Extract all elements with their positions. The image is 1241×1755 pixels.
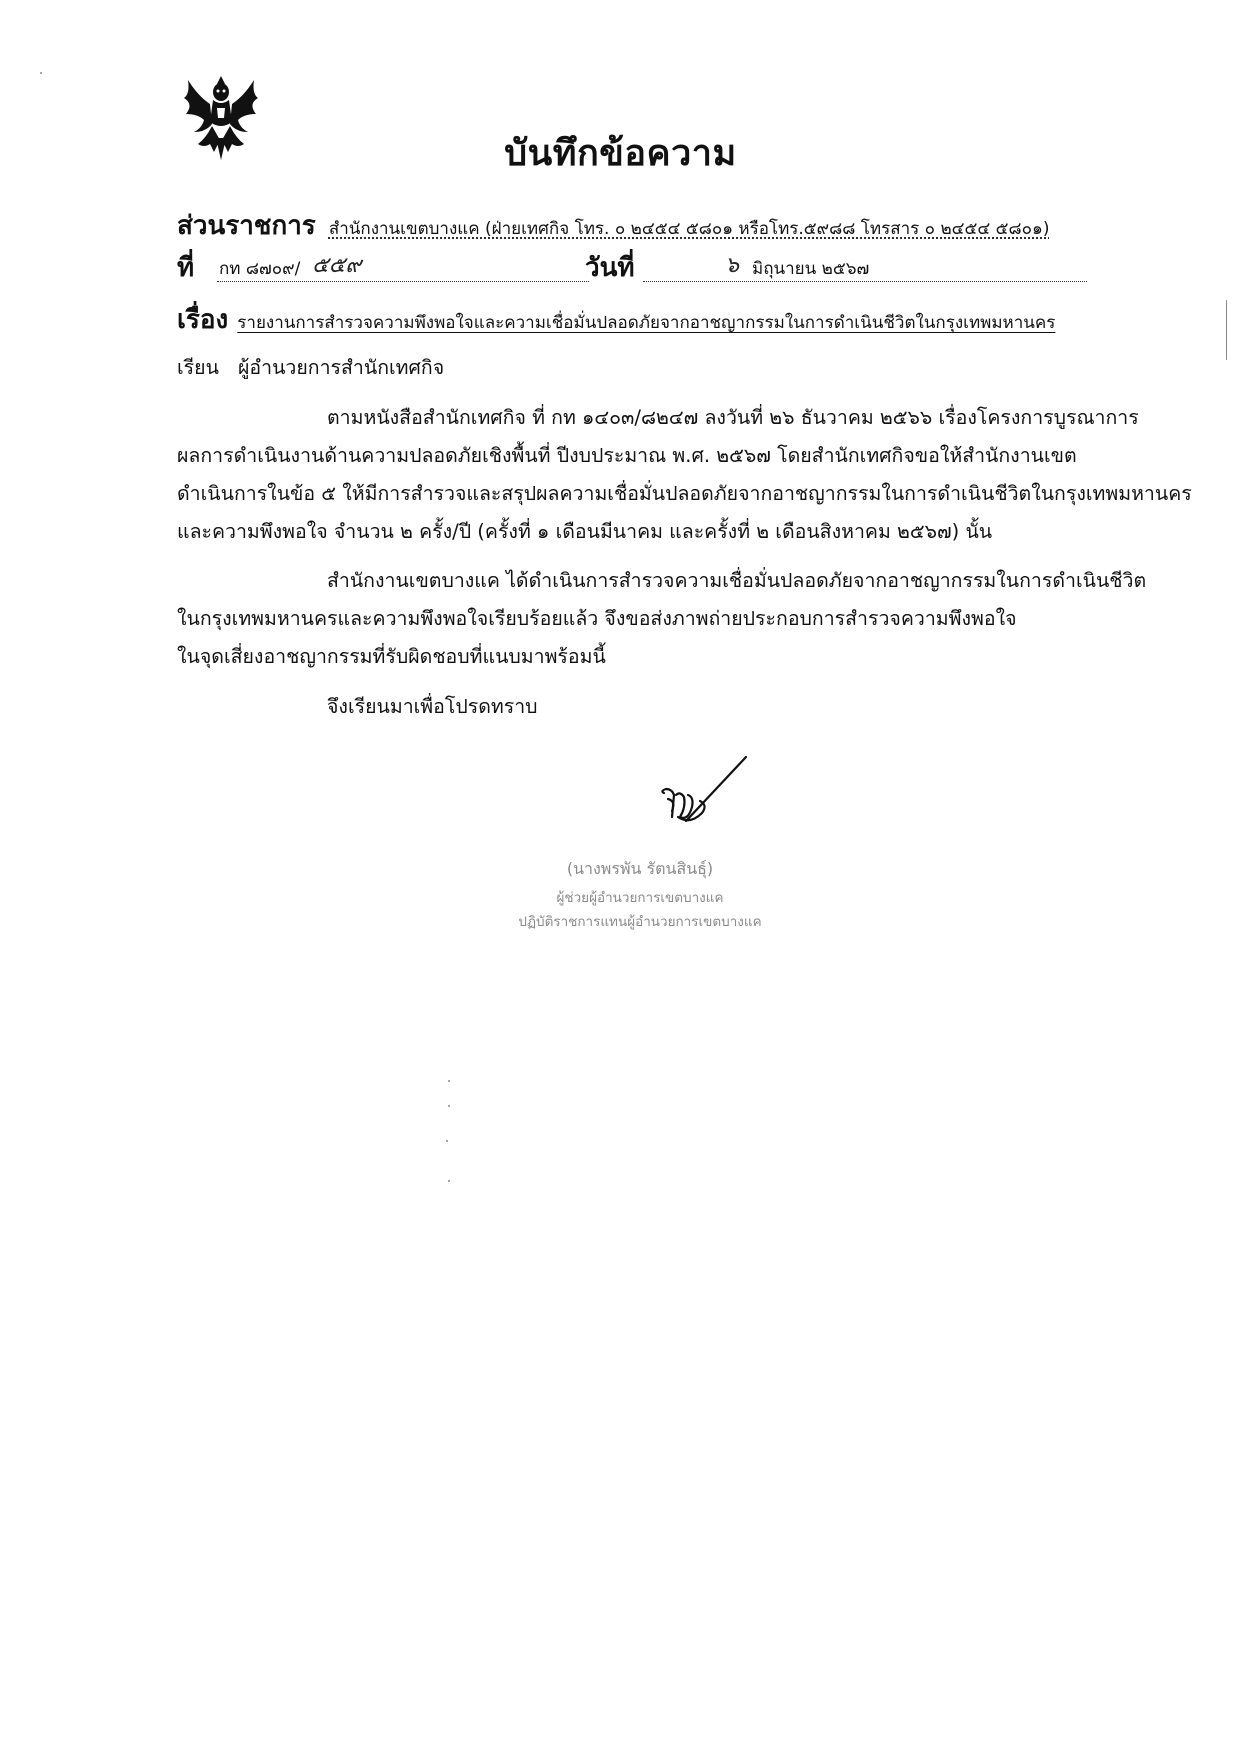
scan-speck [446,1140,448,1142]
subject-row [177,299,1055,339]
scan-speck [40,72,42,74]
para1-line: ดำเนินการในข้อ ๕ ให้มีการสำรวจและสรุปผลความเชื่อมั่นปลอดภัยจากอาชญากรรมในการดำเนินชีวิตในกรุงเทพมหานคร [177,482,1192,505]
date-value: มิถุนายน ๒๕๖๗ [752,259,870,279]
para1-line: ผลการดำเนินงานด้านความปลอดภัยเชิงพื้นที่ ปีงบประมาณ พ.ศ. ๒๕๖๗ โดยสำนักเทศกิจขอให้สำนักงานเขต [177,444,1077,467]
para1-line: ตามหนังสือสำนักเทศกิจ ที่ กท ๑๔๐๓/๘๒๔๗ ลงวันที่ ๒๖ ธันวาคม ๒๕๖๖ เรื่องโครงการบูรณาการ [327,406,1139,429]
para1-line: และความพึงพอใจ จำนวน ๒ ครั้ง/ปี (ครั้งที่ ๑ เดือนมีนาคม และครั้งที่ ๒ เดือนสิงหาคม ๒๕๖๗) นั้น [177,520,993,543]
date-day-handwritten: ๖ [725,253,739,278]
agency-value: สำนักงานเขตบางแค (ฝ่ายเทศกิจ โทร. ๐ ๒๔๕๔ ๕๘๐๑ หรือโทร.๕๙๘๘ โทรสาร ๐ ๒๔๕๔ ๕๘๐๑) [328,219,1050,239]
agency-row [177,205,1049,245]
signer-name: (นางพรพัน รัตนสินธุ์) [566,859,714,878]
ref-value: กท ๘๗๐๙/ [219,259,301,279]
scan-speck [448,1080,450,1082]
date-label: วันที่ [585,253,635,283]
ref-dotted-line [217,281,589,282]
ref-date-row [177,247,1097,287]
scan-speck [448,1105,450,1107]
para2-line: ในกรุงเทพมหานครและความพึงพอใจเรียบร้อยแล้ว จึงขอส่งภาพถ่ายประกอบการสำรวจความพึงพอใจ [177,607,1017,630]
ref-label: ที่ [177,253,195,283]
agency-label: ส่วนราชการ [177,211,316,241]
ref-handwritten: ๕๕๙ [312,253,362,278]
signer-position-1: ผู้ช่วยผู้อำนวยการเขตบางแค [556,890,724,906]
memo-title: บันทึกข้อความ [504,133,737,174]
para2-line: สำนักงานเขตบางแค ได้ดำเนินการสำรวจความเชื่อมั่นปลอดภัยจากอาชญากรรมในการดำเนินชีวิต [327,569,1147,592]
subject-label: เรื่อง [177,305,229,335]
salutation-label: เรียน [177,356,219,379]
para2-line: ในจุดเสี่ยงอาชญากรรมที่รับผิดชอบที่แนบมาพร้อมนี้ [177,645,606,668]
closing-text: จึงเรียนมาเพื่อโปรดทราบ [327,695,538,718]
salutation-value: ผู้อำนวยการสำนักเทศกิจ [238,356,445,379]
scan-speck [1226,300,1227,360]
date-dotted-line [643,281,1087,282]
handwritten-signature [650,755,760,835]
signer-position-2: ปฏิบัติราชการแทนผู้อำนวยการเขตบางแค [518,914,762,930]
subject-value: รายงานการสำรวจความพึงพอใจและความเชื่อมั่นปลอดภัยจากอาชญากรรมในการดำเนินชีวิตในกรุงเทพมหานคร [237,313,1056,333]
scan-speck [448,1180,450,1182]
